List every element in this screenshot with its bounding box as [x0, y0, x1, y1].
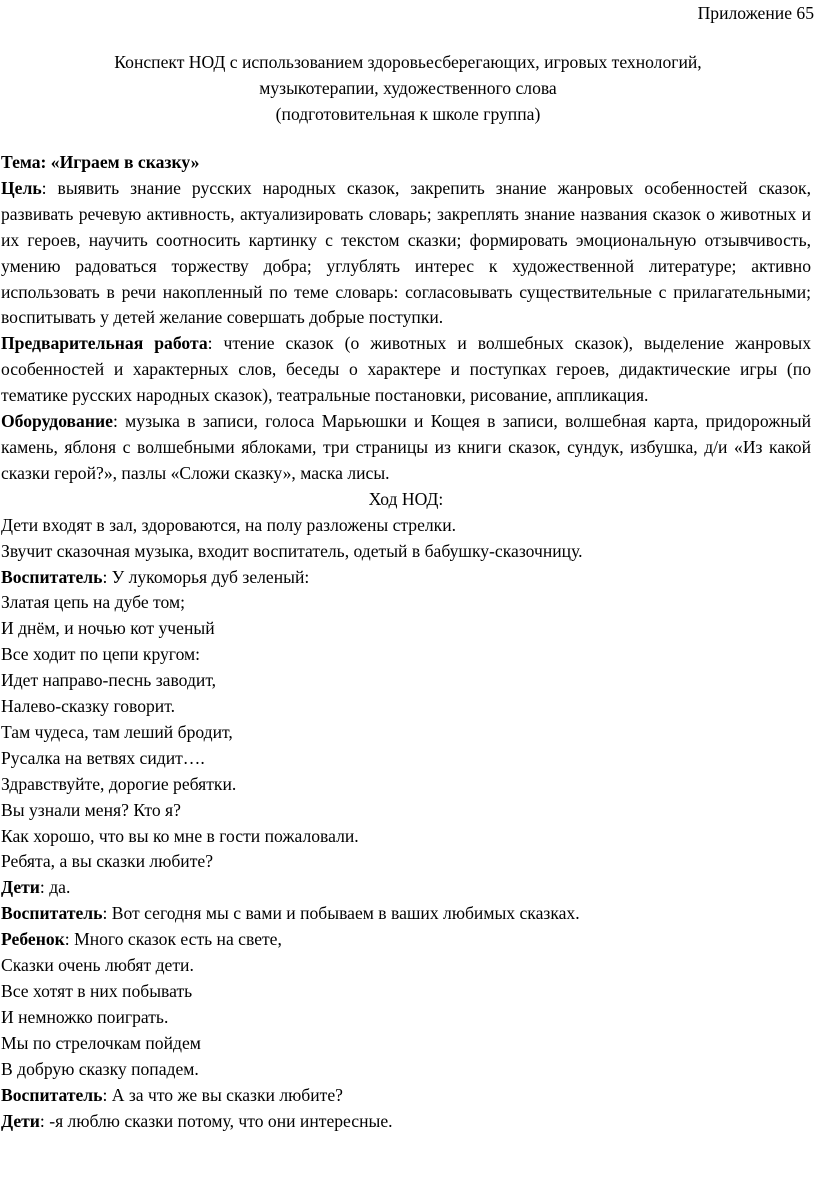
poem-line: В добрую сказку попадем. [1, 1058, 199, 1079]
appendix-number: Приложение 65 [697, 3, 814, 23]
poem-line: И днём, и ночью кот ученый [1, 618, 215, 639]
dialogue-line [1, 901, 811, 927]
speaker-label: Воспитатель [1, 903, 103, 924]
title-line-3: (подготовительная к школе группа) [275, 103, 541, 124]
topic-label: Тема: «Играем в сказку» [1, 152, 200, 172]
poem-line: Русалка на ветвях сидит…. [1, 747, 205, 768]
poem-line: Идет направо-песнь заводит, [1, 670, 217, 691]
prework-paragraph [1, 331, 811, 409]
equipment-paragraph [1, 409, 811, 487]
dialogue-line [1, 875, 811, 901]
text-line: Дети входят в зал, здороваются, на полу разложены стрелки. [1, 514, 457, 535]
speaker-label: Воспитатель [1, 566, 103, 587]
poem-line: Налево-сказку говорит. [1, 696, 175, 717]
goal-paragraph [1, 176, 811, 331]
speaker-label: Ребенок [1, 929, 65, 950]
prework-label: Предварительная работа [1, 333, 208, 354]
speech-text: : да. [39, 877, 71, 898]
poem-line: Все ходит по цепи кругом: [1, 644, 201, 665]
speech-text: : -я люблю сказки потому, что они интересные. [39, 1110, 393, 1131]
poem-line: Мы по стрелочкам пойдем [1, 1032, 201, 1053]
title-line-1: Конспект НОД с использованием здоровьесберегающих, игровых технологий, [114, 52, 702, 72]
speaker-label: Дети [1, 877, 40, 898]
dialogue-line [1, 1109, 811, 1135]
dialogue-line [1, 927, 811, 953]
course-heading: Ход НОД: [368, 488, 444, 509]
text-line: Здравствуйте, дорогие ребятки. [1, 773, 237, 794]
text-line: Как хорошо, что вы ко мне в гости пожаловали. [1, 825, 359, 846]
dialogue-line [1, 1083, 811, 1109]
poem-line: И немножко поиграть. [1, 1006, 169, 1027]
text-line: Ребята, а вы сказки любите? [1, 851, 214, 872]
speech-text: : Много сказок есть на свете, [64, 929, 282, 950]
document-title [0, 50, 816, 128]
text-line: Звучит сказочная музыка, входит воспитатель, одетый в бабушку-сказочницу. [1, 540, 583, 561]
speech-text: : Вот сегодня мы с вами и побываем в ваших любимых сказках. [102, 903, 580, 924]
poem-line: Златая цепь на дубе том; [1, 592, 185, 613]
speaker-label: Дети [1, 1110, 40, 1131]
goal-label: Цель [1, 177, 42, 198]
document-body [1, 150, 811, 1134]
poem-line: Все хотят в них побывать [1, 981, 193, 1001]
poem-line: Сказки очень любят дети. [1, 955, 194, 976]
equipment-text: : музыка в записи, голоса Марьюшки и Кощея в записи, волшебная карта, придорожный камень, яблоня с волшебными яблоками, три страницы из книги сказок, сундук, избушка, д/и «Из какой сказки герой?», пазлы «Сложи сказку», маска лисы. [1, 411, 811, 483]
speaker-label: Воспитатель [1, 1084, 103, 1105]
poem-line: Там чудеса, там леший бродит, [1, 721, 233, 742]
speech-text: : А за что же вы сказки любите? [102, 1084, 343, 1105]
goal-text: : выявить знание русских народных сказок, закрепить знание жанровых особенностей сказок, развивать речевую активность, актуализировать словарь; закреплять знание названия сказок о животных и их героев, научить соотносить картинку с текстом сказки; формировать эмоциональную отзывчивость, умению радоваться торжеству добра; углублять интерес к художественной литературе; активно использовать в речи накопленный по теме словарь: согласовывать существительные с прилагательными; воспитывать у детей желание совершать добрые поступки. [1, 177, 811, 328]
equipment-label: Оборудование [1, 411, 113, 432]
title-line-2: музыкотерапии, художественного слова [259, 77, 557, 98]
dialogue-line [1, 565, 811, 591]
prework-text: : чтение сказок (о животных и волшебных сказок), выделение жанровых особенностей и характерных слов, беседы о характере и поступках героев, дидактические игры (по тематике русских народных сказок), театральные постановки, рисование, аппликация. [1, 333, 811, 406]
text-line: Вы узнали меня? Кто я? [1, 799, 181, 820]
speech-text: : У лукоморья дуб зеленый: [102, 566, 310, 587]
topic-heading [1, 150, 811, 176]
